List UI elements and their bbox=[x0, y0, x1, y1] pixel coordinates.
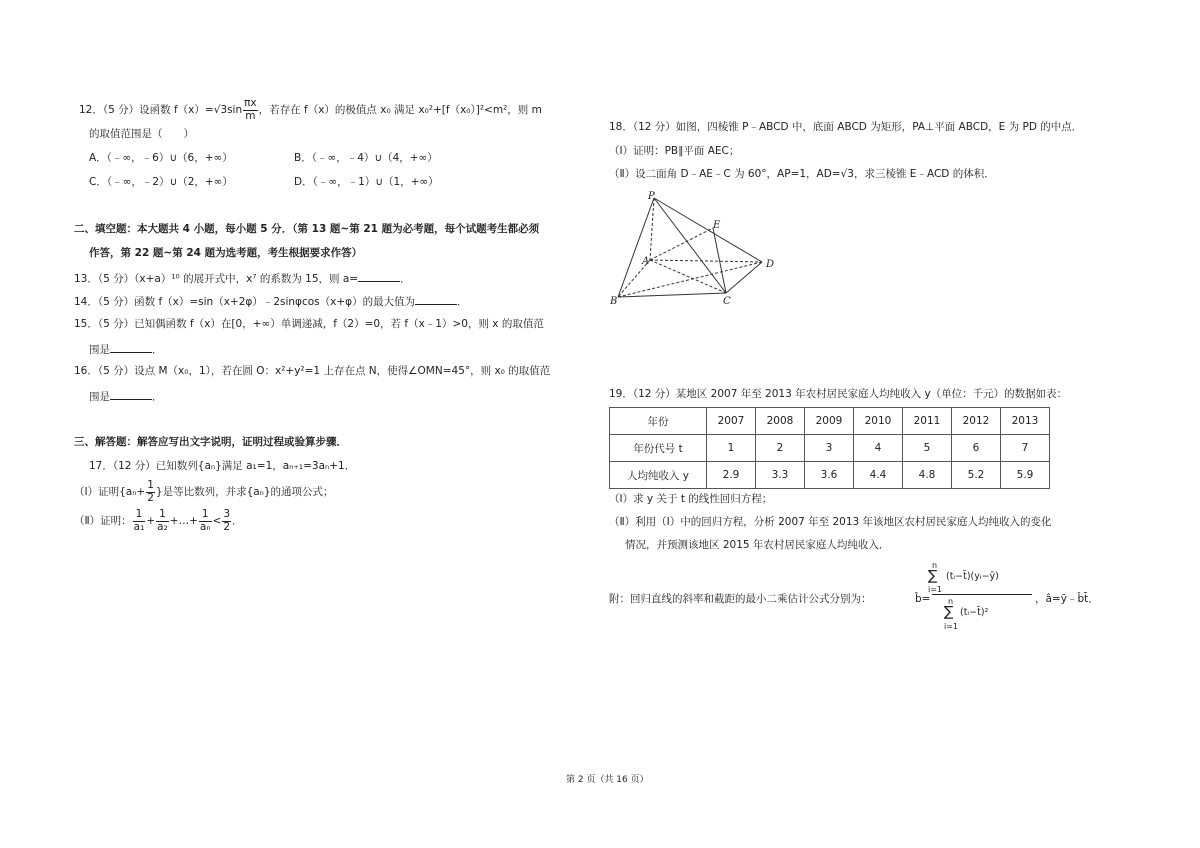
table-row-income bbox=[610, 462, 1050, 489]
table-cell: 2.9 bbox=[707, 462, 756, 489]
b-hat-label: b̂= bbox=[915, 593, 931, 605]
q12-frac-den: m bbox=[245, 109, 256, 122]
label-E: E bbox=[713, 220, 721, 231]
table-cell: 2012 bbox=[952, 408, 1001, 435]
q18-part2-sqrt: √3 bbox=[840, 168, 854, 180]
table-cell: 1 bbox=[707, 435, 756, 462]
edge-CD bbox=[726, 262, 762, 293]
table-cell: 3 bbox=[805, 435, 854, 462]
q12-option-d: D．（﹣∞，﹣1）∪（1，+∞） bbox=[294, 176, 439, 188]
label-B: B bbox=[610, 296, 618, 306]
table-cell: 5 bbox=[903, 435, 952, 462]
q12-option-c: C．（﹣∞，﹣2）∪（2，+∞） bbox=[89, 176, 233, 188]
label-P: P bbox=[648, 191, 655, 202]
formula-end: ． bbox=[1088, 593, 1099, 605]
table-row-code bbox=[610, 435, 1050, 462]
edge-EC bbox=[713, 228, 726, 293]
edge-AC bbox=[650, 260, 726, 293]
q17-frac3-den: aₙ bbox=[199, 520, 211, 533]
sum-lower-i-bottom: i=1 bbox=[944, 622, 959, 631]
q17-part1-a: （Ⅰ）证明{aₙ+ bbox=[74, 486, 146, 499]
sum-upper-n: n bbox=[932, 561, 938, 570]
b-hat-denominator bbox=[932, 595, 1042, 633]
table-cell: 2010 bbox=[854, 408, 903, 435]
q19-part2-line2: 情况，并预测该地区 2015 年农村居民家庭人均纯收入． bbox=[625, 539, 890, 551]
label-C: C bbox=[723, 296, 731, 306]
section2-heading-line1: 二、填空题：本大题共 4 小题，每小题 5 分．（第 13 题~第 21 题为必考题，每个试题考生都必须 bbox=[74, 223, 540, 235]
edge-PC bbox=[654, 198, 726, 293]
edge-AD bbox=[650, 260, 762, 262]
q17-frac4 bbox=[222, 509, 231, 533]
q12-text-b: ，若存在 f（x）的极值点 x₀ 满足 x₀²+[f（x₀）]²<m²，则 m bbox=[258, 104, 542, 117]
q13-blank bbox=[358, 271, 400, 282]
a-hat-expression: â=ȳ﹣b̂t̄ bbox=[1045, 593, 1089, 605]
q16-line2 bbox=[89, 389, 163, 404]
q16-end: ． bbox=[152, 391, 163, 403]
q15-line2 bbox=[89, 342, 163, 357]
table-cell: 2013 bbox=[1001, 408, 1050, 435]
b-hat-numerator bbox=[928, 561, 1042, 594]
q12-line1 bbox=[79, 98, 542, 122]
q18-part2-a: （Ⅱ）设二面角 D﹣AE﹣C 为 60°，AP=1，AD= bbox=[609, 168, 841, 180]
page-footer: 第 2 页（共 16 页） bbox=[566, 775, 649, 785]
q16-blank bbox=[110, 389, 152, 400]
q17-plus: + bbox=[146, 515, 156, 528]
label-D: D bbox=[766, 259, 775, 270]
edge-BC bbox=[618, 293, 726, 297]
q17-frac1 bbox=[133, 509, 146, 533]
numerator-expression: (tᵢ−t̄)(yᵢ−ȳ) bbox=[946, 571, 999, 582]
table-head-income: 人均纯收入 y bbox=[610, 462, 707, 489]
q18-line1: 18．（12 分）如图，四棱锥 P﹣ABCD 中，底面 ABCD 为矩形，PA⊥平面 ABCD，E 为 PD 的中点． bbox=[609, 121, 1083, 133]
table-cell: 6 bbox=[952, 435, 1001, 462]
table-cell: 7 bbox=[1001, 435, 1050, 462]
q17-part1-b: }是等比数列，并求{aₙ}的通项公式； bbox=[155, 486, 334, 499]
table-cell: 2011 bbox=[903, 408, 952, 435]
sum-upper-n-bottom: n bbox=[948, 597, 954, 606]
q12-fraction bbox=[243, 98, 258, 122]
edge-PB bbox=[618, 198, 654, 297]
edge-BD bbox=[618, 262, 762, 297]
q17-frac1-num: 1 bbox=[133, 509, 146, 522]
formula-comma: ， bbox=[1035, 593, 1046, 605]
section2-heading-line2: 作答，第 22 题~第 24 题为选考题，考生根据要求作答） bbox=[89, 247, 363, 259]
sum-sign-bottom: ∑ bbox=[944, 604, 954, 620]
q18-part2-b: ，求三棱锥 E﹣ACD 的体积． bbox=[853, 168, 995, 180]
table-cell: 3.3 bbox=[756, 462, 805, 489]
table-cell: 3.6 bbox=[805, 462, 854, 489]
appendix-label: 附：回归直线的斜率和截距的最小二乘估计公式分别为： bbox=[609, 593, 872, 605]
q16-line1: 16．（5 分）设点 M（x₀，1），若在圆 O：x²+y²=1 上存在点 N，使得∠OMN=45°，则 x₀ 的取值范 bbox=[74, 365, 551, 377]
q13-end: ． bbox=[400, 273, 411, 285]
table-cell: 2009 bbox=[805, 408, 854, 435]
section3-heading: 三、解答题：解答应写出文字说明，证明过程或验算步骤． bbox=[74, 436, 347, 448]
table-cell: 5.9 bbox=[1001, 462, 1050, 489]
q13 bbox=[74, 271, 411, 286]
q19-line1: 19．（12 分）某地区 2007 年至 2013 年农村居民家庭人均纯收入 y（单位：千元）的数据如表： bbox=[609, 388, 1068, 400]
q12-option-a: A．（﹣∞，﹣6）∪（6，+∞） bbox=[89, 152, 233, 164]
q17-frac2-den: a₂ bbox=[157, 520, 168, 533]
b-hat-fraction bbox=[928, 561, 1042, 633]
q17-frac2 bbox=[156, 509, 169, 533]
q17-part1-frac-num: 1 bbox=[147, 479, 154, 491]
q12-sqrt: √3 bbox=[213, 104, 228, 117]
q17-part1 bbox=[74, 480, 334, 504]
a-hat-formula bbox=[1035, 593, 1099, 606]
q16-line2-text: 围是 bbox=[89, 391, 110, 403]
q17-frac4-num: 3 bbox=[223, 508, 231, 520]
label-A: A bbox=[642, 256, 650, 267]
q12-sin: sin bbox=[227, 104, 243, 117]
q17-less-than: < bbox=[212, 515, 222, 528]
q19-part2-line1: （Ⅱ）利用（Ⅰ）中的回归方程，分析 2007 年至 2013 年该地区农村居民家庭人均纯收入的变化 bbox=[609, 516, 1052, 528]
denominator-expression: (tᵢ−t̄)² bbox=[960, 607, 989, 618]
q17-part1-fraction bbox=[146, 480, 155, 504]
q14 bbox=[74, 294, 468, 309]
table-cell: 2007 bbox=[707, 408, 756, 435]
q15-end: ． bbox=[152, 344, 163, 356]
q17-frac3-num: 1 bbox=[199, 509, 212, 522]
sum-sign-top: ∑ bbox=[928, 568, 938, 584]
edge-AE bbox=[650, 228, 713, 260]
table-head-year: 年份 bbox=[610, 408, 707, 435]
q17-dots: +…+ bbox=[169, 515, 198, 528]
table-cell: 2008 bbox=[756, 408, 805, 435]
table-head-code: 年份代号 t bbox=[610, 435, 707, 462]
table-cell: 4.4 bbox=[854, 462, 903, 489]
q17-frac1-den: a₁ bbox=[133, 520, 145, 533]
q14-blank bbox=[415, 294, 457, 305]
q12-text-a: 12．（5 分）设函数 f（x）= bbox=[79, 104, 214, 117]
q12-line2: 的取值范围是（ ） bbox=[89, 128, 194, 140]
q19-part1: （Ⅰ）求 y 关于 t 的线性回归方程； bbox=[609, 493, 773, 505]
q13-text: 13．（5 分）（x+a）¹⁰ 的展开式中，x⁷ 的系数为 15，则 a= bbox=[74, 273, 359, 285]
q17-part1-frac-den: 2 bbox=[147, 491, 154, 504]
q17-line1: 17．（12 分）已知数列{aₙ}满足 a₁=1，aₙ₊₁=3aₙ+1． bbox=[89, 460, 356, 472]
q14-end: ． bbox=[457, 296, 468, 308]
q12-option-b: B．（﹣∞，﹣4）∪（4，+∞） bbox=[294, 152, 438, 164]
q15-blank bbox=[110, 342, 152, 353]
table-cell: 2 bbox=[756, 435, 805, 462]
table-cell: 5.2 bbox=[952, 462, 1001, 489]
q17-frac4-den: 2 bbox=[223, 520, 231, 533]
q17-frac2-num: 1 bbox=[156, 509, 169, 522]
table-cell: 4.8 bbox=[903, 462, 952, 489]
q18-part2 bbox=[609, 168, 995, 181]
table-row-year bbox=[610, 408, 1050, 435]
q17-part2 bbox=[74, 509, 243, 533]
q17-part2-a: （Ⅱ）证明： bbox=[74, 515, 132, 528]
sum-lower-i: i=1 bbox=[928, 585, 943, 594]
q15-line2-text: 围是 bbox=[89, 344, 110, 356]
q15-line1: 15．（5 分）已知偶函数 f（x）在[0，+∞）单调递减，f（2）=0，若 f（x﹣1）>0，则 x 的取值范 bbox=[74, 318, 544, 330]
income-table bbox=[609, 407, 1050, 489]
q17-frac3 bbox=[199, 509, 212, 533]
q17-end: ． bbox=[232, 515, 243, 528]
q18-part1: （Ⅰ）证明：PB∥平面 AEC； bbox=[609, 145, 740, 157]
table-cell: 4 bbox=[854, 435, 903, 462]
q12-frac-num: πx bbox=[244, 97, 257, 109]
pyramid-figure bbox=[606, 190, 786, 306]
q14-text: 14．（5 分）函数 f（x）=sin（x+2φ）﹣2sinφcos（x+φ）的最大值为 bbox=[74, 296, 416, 308]
